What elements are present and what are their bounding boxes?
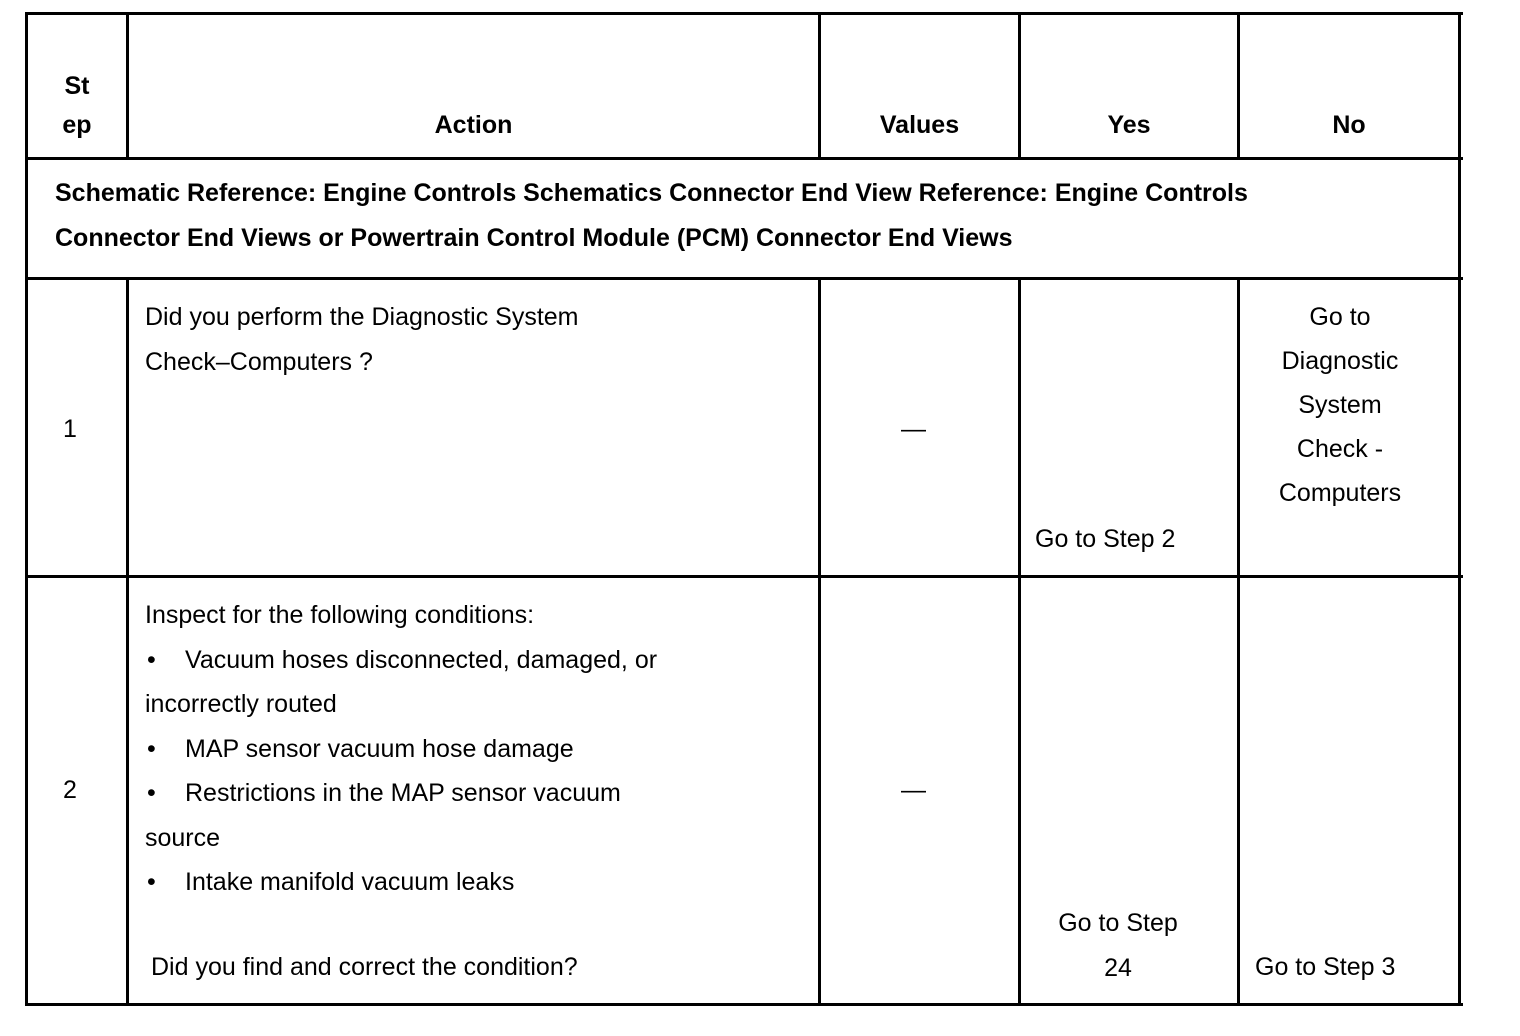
- table-border-bottom: [25, 1003, 1463, 1006]
- yes-goto-link: Go to Step 2: [1035, 525, 1176, 553]
- table-border-left: [25, 12, 28, 1006]
- header-divider: [25, 157, 1463, 160]
- action-line: Did you perform the Diagnostic System: [145, 303, 579, 331]
- reference-note: [55, 171, 1455, 260]
- header-step-line: St: [64, 72, 90, 100]
- step-number: 1: [63, 415, 77, 443]
- bullet-icon: •: [147, 779, 156, 807]
- row-1-no: [1240, 295, 1440, 515]
- header-yes: [1021, 105, 1237, 145]
- table-border-right: [1458, 12, 1461, 1006]
- yes-goto-line: 24: [1104, 953, 1132, 982]
- no-goto-line: Check -: [1296, 435, 1384, 463]
- header-values-label: Values: [879, 111, 960, 139]
- no-goto-line: Go to: [1309, 303, 1371, 331]
- question-text: Did you find and correct the condition?: [151, 953, 578, 981]
- header-yes-label: Yes: [1107, 111, 1151, 139]
- col-divider-step: [126, 277, 129, 1006]
- bullet-icon: •: [147, 734, 156, 763]
- reference-divider: [25, 277, 1463, 280]
- col-divider-values: [1018, 277, 1021, 1006]
- reference-line: Schematic Reference: Engine Controls Schematics Connector End View Reference: Engine Controls: [55, 179, 1248, 207]
- bullet-text: MAP sensor vacuum hose damage: [185, 734, 574, 763]
- col-divider-action: [818, 277, 821, 1006]
- row-2-question: [151, 945, 815, 990]
- header-values: [821, 105, 1018, 145]
- header-no: [1240, 105, 1458, 145]
- row-1-values: [821, 407, 1006, 452]
- row-2-step: [28, 768, 112, 813]
- reference-line: Connector End Views or Powertrain Control Module (PCM) Connector End Views: [55, 223, 1013, 252]
- bullet-item: [145, 638, 815, 683]
- bullet-item: [145, 771, 815, 816]
- no-goto-link: Go to Step 3: [1255, 953, 1396, 981]
- row-divider: [25, 575, 1463, 578]
- values-dash: —: [901, 415, 926, 443]
- bullet-icon: •: [147, 645, 156, 674]
- row-1-yes: [1035, 517, 1235, 562]
- bullet-continuation: incorrectly routed: [145, 690, 337, 718]
- no-goto-line: Diagnostic: [1281, 347, 1399, 375]
- bullet-item: [145, 860, 815, 905]
- header-action: [129, 105, 818, 145]
- row-2-action: [145, 593, 815, 905]
- row-1-action: [145, 295, 815, 384]
- header-step-line: ep: [62, 111, 92, 139]
- row-2-values: [821, 768, 1006, 813]
- row-1-step: [28, 407, 112, 452]
- yes-goto-line: Go to Step: [1058, 909, 1178, 937]
- step-number: 2: [63, 776, 77, 804]
- header-step: [28, 67, 126, 145]
- row-2-no: [1255, 945, 1455, 990]
- bullet-icon: •: [147, 868, 156, 896]
- table-border-top: [25, 12, 1463, 15]
- no-goto-line: Computers: [1278, 479, 1402, 507]
- diagnostic-table: [25, 12, 1463, 1006]
- bullet-text: Vacuum hoses disconnected, damaged, or: [185, 645, 658, 674]
- bullet-text: Intake manifold vacuum leaks: [185, 868, 515, 896]
- header-action-label: Action: [434, 111, 513, 139]
- bullet-item: [145, 727, 815, 772]
- action-intro: Inspect for the following conditions:: [145, 601, 535, 629]
- bullet-continuation: source: [145, 823, 221, 852]
- no-goto-line: System: [1298, 391, 1382, 419]
- values-dash: —: [901, 776, 926, 804]
- bullet-text: Restrictions in the MAP sensor vacuum: [185, 779, 621, 807]
- row-2-yes: [1025, 901, 1211, 990]
- header-no-label: No: [1332, 111, 1366, 139]
- action-line: Check–Computers ?: [145, 347, 373, 376]
